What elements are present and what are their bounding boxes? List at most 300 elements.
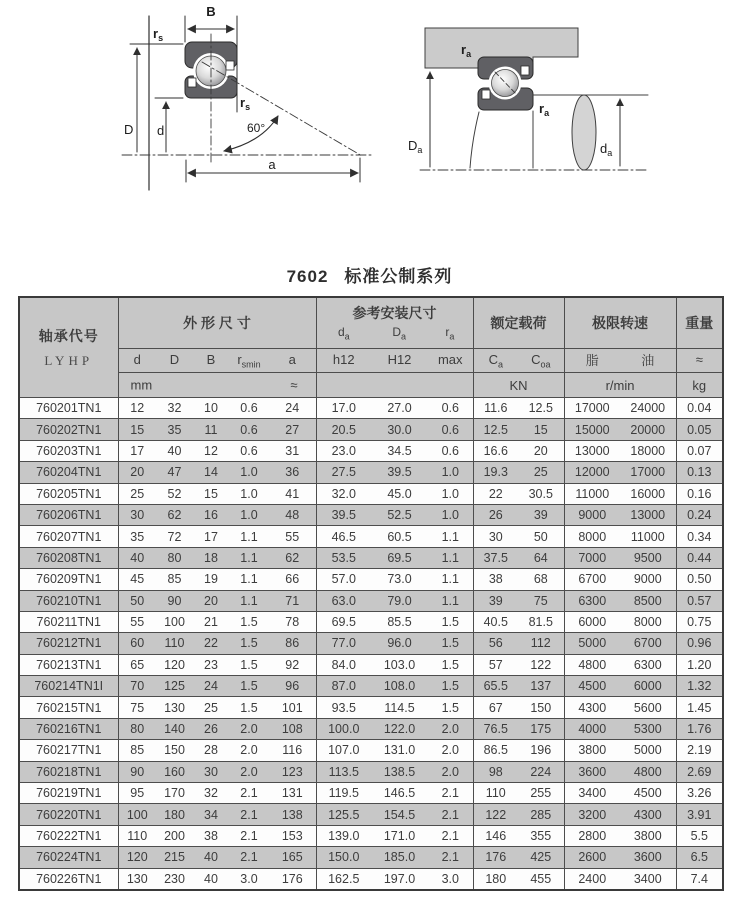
column-header-bearing-code [19,297,118,398]
table-row [19,654,723,675]
cell-weight: 3.91 [676,804,723,825]
cell-D: 170 [156,783,193,804]
cell-grease: 15000 [564,419,620,440]
cell-oil: 18000 [620,440,676,461]
cell-a: 55 [269,526,316,547]
cell-weight: 6.5 [676,847,723,868]
cell-B: 11 [193,419,229,440]
cell-Coa: 196 [518,740,564,761]
cell-D: 35 [156,419,193,440]
cell-code: 760219TN1 [19,783,118,804]
cell-B: 40 [193,847,229,868]
cell-B: 24 [193,676,229,697]
unit-kn: KN [473,373,564,398]
cell-Coa: 224 [518,761,564,782]
cell-weight: 1.45 [676,697,723,718]
cell-rsmin: 2.1 [229,847,269,868]
cell-Ca: 22 [473,483,518,504]
cell-code: 760213TN1 [19,654,118,675]
cell-B: 10 [193,398,229,419]
cell-grease: 4500 [564,676,620,697]
cell-a: 165 [269,847,316,868]
cell-weight: 0.13 [676,462,723,483]
cell-a: 123 [269,761,316,782]
cell-ra: 1.5 [428,697,473,718]
cell-code: 760210TN1 [19,590,118,611]
cell-oil: 3800 [620,825,676,846]
cell-a: 41 [269,483,316,504]
dim-label-da: $d_a$ [600,141,613,158]
cell-D: 150 [156,740,193,761]
cell-da: 46.5 [316,526,371,547]
cell-Coa: 137 [518,676,564,697]
cell-oil: 16000 [620,483,676,504]
cell-da: 32.0 [316,483,371,504]
cell-d: 50 [118,590,156,611]
cell-Ca: 16.6 [473,440,518,461]
cell-Da: 39.5 [371,462,428,483]
cell-Coa: 175 [518,718,564,739]
cell-Coa: 81.5 [518,611,564,632]
cell-code: 760207TN1 [19,526,118,547]
cell-B: 19 [193,569,229,590]
cell-Coa: 122 [518,654,564,675]
table-row [19,761,723,782]
cell-a: 48 [269,504,316,525]
cell-rsmin: 1.0 [229,462,269,483]
cell-grease: 2400 [564,868,620,890]
cell-rsmin: 0.6 [229,440,269,461]
cell-d: 110 [118,825,156,846]
cell-Ca: 40.5 [473,611,518,632]
cell-da: 150.0 [316,847,371,868]
cell-oil: 5600 [620,697,676,718]
cell-da: 93.5 [316,697,371,718]
cell-code: 760205TN1 [19,483,118,504]
cell-B: 16 [193,504,229,525]
cell-Da: 45.0 [371,483,428,504]
cell-a: 101 [269,697,316,718]
table-row [19,868,723,890]
cell-oil: 8000 [620,611,676,632]
cell-D: 100 [156,611,193,632]
dim-label-ra-right: $r_a$ [539,101,550,118]
subheader-h12: h12 [316,349,371,373]
cell-Da: 114.5 [371,697,428,718]
cell-weight: 3.26 [676,783,723,804]
cell-grease: 3400 [564,783,620,804]
cell-weight: 0.34 [676,526,723,547]
cell-d: 70 [118,676,156,697]
cell-grease: 2800 [564,825,620,846]
cell-code: 760217TN1 [19,740,118,761]
cell-Da: 85.5 [371,611,428,632]
cell-rsmin: 1.5 [229,611,269,632]
cell-Da: 79.0 [371,590,428,611]
cell-code: 760220TN1 [19,804,118,825]
subheader-H12: H12 [371,349,428,373]
table-row [19,504,723,525]
cell-D: 72 [156,526,193,547]
cell-B: 15 [193,483,229,504]
cell-d: 40 [118,547,156,568]
cell-D: 200 [156,825,193,846]
group-header-load: 额定载荷 [473,297,564,349]
cell-oil: 9500 [620,547,676,568]
cell-rsmin: 1.1 [229,569,269,590]
cell-d: 80 [118,718,156,739]
table-row [19,526,723,547]
unit-approx: ≈ [290,377,298,393]
cell-weight: 1.32 [676,676,723,697]
subheader-rsmin: $r_{smin}$ [229,349,269,373]
cell-weight: 0.16 [676,483,723,504]
cell-Coa: 355 [518,825,564,846]
cell-weight: 0.50 [676,569,723,590]
unit-kg: kg [676,373,723,398]
cell-d: 90 [118,761,156,782]
cell-rsmin: 1.1 [229,590,269,611]
cell-Da: 131.0 [371,740,428,761]
cell-code: 760204TN1 [19,462,118,483]
cell-a: 86 [269,633,316,654]
cell-oil: 24000 [620,398,676,419]
cell-da: 113.5 [316,761,371,782]
cell-rsmin: 1.1 [229,547,269,568]
cell-D: 80 [156,547,193,568]
cell-code: 760208TN1 [19,547,118,568]
cell-ra: 2.0 [428,740,473,761]
cell-Coa: 20 [518,440,564,461]
cell-ra: 1.0 [428,504,473,525]
cell-ra: 2.0 [428,761,473,782]
cell-rsmin: 0.6 [229,398,269,419]
cell-Coa: 75 [518,590,564,611]
cell-weight: 0.04 [676,398,723,419]
cell-Da: 185.0 [371,847,428,868]
cell-grease: 3800 [564,740,620,761]
cell-a: 116 [269,740,316,761]
group-header-weight: 重量 [676,297,723,349]
cell-ra: 2.1 [428,804,473,825]
table-row [19,633,723,654]
table-row [19,783,723,804]
cell-d: 30 [118,504,156,525]
cell-da: 77.0 [316,633,371,654]
cell-Ca: 11.6 [473,398,518,419]
cell-Coa: 30.5 [518,483,564,504]
subheader-oil: 油 [620,349,676,373]
cell-code: 760202TN1 [19,419,118,440]
cell-d: 75 [118,697,156,718]
cell-grease: 4800 [564,654,620,675]
cell-ra: 0.6 [428,419,473,440]
cell-d: 60 [118,633,156,654]
cell-a: 176 [269,868,316,890]
cell-Da: 171.0 [371,825,428,846]
cell-Coa: 68 [518,569,564,590]
cell-ra: 2.1 [428,783,473,804]
cell-a: 71 [269,590,316,611]
cell-B: 32 [193,783,229,804]
cell-B: 28 [193,740,229,761]
unit-mm: mm [130,377,153,393]
cell-D: 130 [156,697,193,718]
cell-Coa: 255 [518,783,564,804]
cell-Da: 122.0 [371,718,428,739]
cell-rsmin: 1.5 [229,654,269,675]
table-row [19,697,723,718]
label-Da: $D_a$ [392,325,407,342]
table-row [19,676,723,697]
cell-oil: 3400 [620,868,676,890]
cell-d: 55 [118,611,156,632]
cell-code: 760216TN1 [19,718,118,739]
cell-ra: 1.5 [428,611,473,632]
cell-ra: 2.1 [428,825,473,846]
cell-ra: 2.0 [428,718,473,739]
cell-B: 17 [193,526,229,547]
cell-B: 38 [193,825,229,846]
bearing-installation-diagram [408,28,648,170]
cell-weight: 7.4 [676,868,723,890]
cell-d: 65 [118,654,156,675]
cell-D: 215 [156,847,193,868]
cell-Ca: 30 [473,526,518,547]
cell-a: 131 [269,783,316,804]
cell-Coa: 455 [518,868,564,890]
cell-oil: 17000 [620,462,676,483]
cell-D: 140 [156,718,193,739]
cell-B: 30 [193,761,229,782]
cell-oil: 6000 [620,676,676,697]
cell-d: 120 [118,847,156,868]
subheader-B: B [193,349,229,373]
dim-label-B: B [206,4,216,19]
cell-D: 180 [156,804,193,825]
cell-d: 85 [118,740,156,761]
cell-Ca: 26 [473,504,518,525]
cell-grease: 4000 [564,718,620,739]
cell-Da: 96.0 [371,633,428,654]
cell-Ca: 67 [473,697,518,718]
cell-grease: 9000 [564,504,620,525]
cell-ra: 1.0 [428,483,473,504]
cell-D: 125 [156,676,193,697]
cell-da: 139.0 [316,825,371,846]
cell-oil: 6700 [620,633,676,654]
cell-da: 107.0 [316,740,371,761]
cell-d: 130 [118,868,156,890]
cell-oil: 5000 [620,740,676,761]
table-row [19,718,723,739]
bearing-spec-table [18,296,724,891]
cell-D: 230 [156,868,193,890]
cell-Coa: 112 [518,633,564,654]
cell-d: 45 [118,569,156,590]
cell-Ca: 176 [473,847,518,868]
cell-da: 162.5 [316,868,371,890]
cell-oil: 5300 [620,718,676,739]
cell-ra: 1.1 [428,547,473,568]
cell-B: 26 [193,718,229,739]
cell-Da: 27.0 [371,398,428,419]
cell-code: 760214TN1I [19,676,118,697]
subheader-Ca: $C_a$ [473,349,518,373]
cell-weight: 0.07 [676,440,723,461]
cell-oil: 8500 [620,590,676,611]
cell-Ca: 76.5 [473,718,518,739]
cell-code: 760209TN1 [19,569,118,590]
cell-weight: 1.20 [676,654,723,675]
cell-Ca: 39 [473,590,518,611]
cell-ra: 1.1 [428,526,473,547]
cell-Ca: 86.5 [473,740,518,761]
cell-grease: 4300 [564,697,620,718]
cell-a: 31 [269,440,316,461]
cell-weight: 0.75 [676,611,723,632]
cell-grease: 12000 [564,462,620,483]
cell-a: 138 [269,804,316,825]
cell-Ca: 12.5 [473,419,518,440]
cell-ra: 2.1 [428,847,473,868]
cell-d: 15 [118,419,156,440]
subheader-max: max [428,349,473,373]
bearing-spec-table-container [18,296,724,891]
cell-weight: 0.96 [676,633,723,654]
cell-weight: 0.24 [676,504,723,525]
cell-grease: 3200 [564,804,620,825]
cell-code: 760226TN1 [19,868,118,890]
dim-label-d: d [157,123,165,138]
cell-oil: 20000 [620,419,676,440]
subheader-grease: 脂 [564,349,620,373]
cell-da: 39.5 [316,504,371,525]
cell-a: 96 [269,676,316,697]
cell-da: 57.0 [316,569,371,590]
cell-D: 52 [156,483,193,504]
cell-B: 12 [193,440,229,461]
table-row [19,847,723,868]
table-row [19,590,723,611]
cell-da: 17.0 [316,398,371,419]
cell-Ca: 37.5 [473,547,518,568]
cell-weight: 2.19 [676,740,723,761]
cell-Da: 60.5 [371,526,428,547]
cell-weight: 0.57 [676,590,723,611]
cell-D: 62 [156,504,193,525]
cell-da: 63.0 [316,590,371,611]
series-name: 标准公制系列 [344,267,453,286]
cell-Da: 108.0 [371,676,428,697]
cell-rsmin: 2.0 [229,740,269,761]
cell-ra: 1.5 [428,676,473,697]
cell-Da: 197.0 [371,868,428,890]
cell-Coa: 425 [518,847,564,868]
bearing-table-body [19,398,723,890]
cell-weight: 2.69 [676,761,723,782]
series-number: 7602 [286,267,329,286]
cell-code: 760222TN1 [19,825,118,846]
cell-Da: 73.0 [371,569,428,590]
cell-a: 108 [269,718,316,739]
cell-ra: 0.6 [428,440,473,461]
cell-grease: 3600 [564,761,620,782]
dim-label-rs-right: $r_s$ [240,95,251,112]
cell-Ca: 180 [473,868,518,890]
cell-Da: 103.0 [371,654,428,675]
cell-oil: 4500 [620,783,676,804]
cell-da: 84.0 [316,654,371,675]
cell-a: 36 [269,462,316,483]
cell-rsmin: 1.0 [229,504,269,525]
cell-Coa: 150 [518,697,564,718]
subheader-D: D [156,349,193,373]
cell-da: 20.5 [316,419,371,440]
cell-rsmin: 1.0 [229,483,269,504]
cell-Coa: 285 [518,804,564,825]
brand-code: LYHP [44,353,94,368]
bearing-diagrams-svg [0,0,739,252]
cell-grease: 13000 [564,440,620,461]
cell-Da: 69.5 [371,547,428,568]
cell-d: 100 [118,804,156,825]
table-row [19,398,723,419]
cell-rsmin: 2.0 [229,761,269,782]
table-row [19,804,723,825]
cell-Ca: 57 [473,654,518,675]
group-header-dimensions: 外 形 尺 寸 [118,297,316,349]
cell-grease: 11000 [564,483,620,504]
cell-da: 69.5 [316,611,371,632]
table-row [19,440,723,461]
cell-Coa: 64 [518,547,564,568]
cell-B: 14 [193,462,229,483]
cell-B: 20 [193,590,229,611]
cell-a: 62 [269,547,316,568]
cell-D: 90 [156,590,193,611]
cell-weight: 0.05 [676,419,723,440]
cell-oil: 9000 [620,569,676,590]
table-row [19,462,723,483]
cell-a: 78 [269,611,316,632]
cell-da: 119.5 [316,783,371,804]
cell-Da: 154.5 [371,804,428,825]
cell-Da: 146.5 [371,783,428,804]
cell-a: 24 [269,398,316,419]
unit-row-dimensions [118,373,316,398]
group-header-install [316,297,473,349]
cell-D: 32 [156,398,193,419]
table-row [19,740,723,761]
cell-oil: 4800 [620,761,676,782]
install-group-title: 参考安装尺寸 [352,304,437,321]
cell-code: 760201TN1 [19,398,118,419]
table-row [19,483,723,504]
cell-grease: 5000 [564,633,620,654]
cell-da: 100.0 [316,718,371,739]
cell-D: 120 [156,654,193,675]
cell-da: 125.5 [316,804,371,825]
dim-label-D: D [124,122,134,137]
cell-a: 66 [269,569,316,590]
cell-Ca: 122 [473,804,518,825]
cell-code: 760218TN1 [19,761,118,782]
cell-Coa: 12.5 [518,398,564,419]
cell-Da: 52.5 [371,504,428,525]
cell-Coa: 50 [518,526,564,547]
cell-code: 760212TN1 [19,633,118,654]
